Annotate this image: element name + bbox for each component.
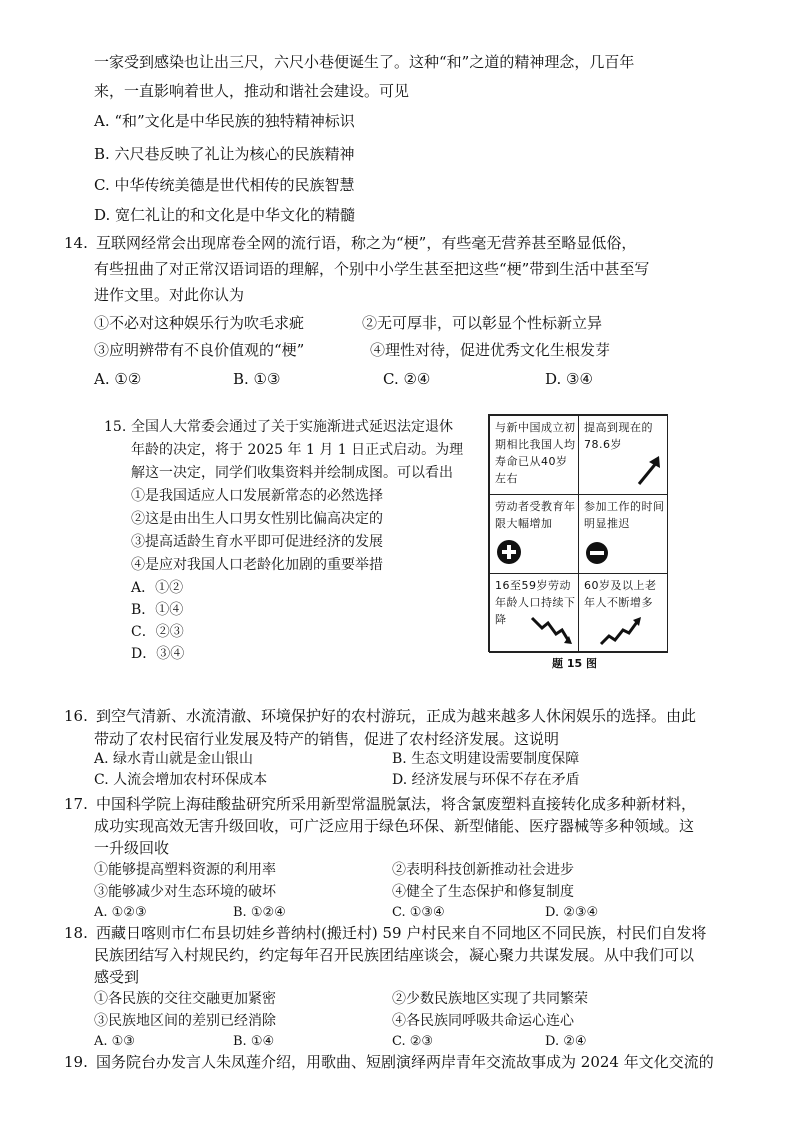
figure-cell-text: 60岁及以上老年人不断增多 — [584, 579, 657, 609]
question-text-line-2: 年龄的决定，将于 2025 年 1 月 1 日正式启动。为理 — [131, 442, 464, 458]
intro-option-c[interactable]: C. 中华传统美德是世代相传的民族智慧 — [94, 176, 355, 194]
question-number: 16. — [64, 707, 88, 725]
question-number: 19. — [64, 1053, 88, 1071]
question-text-line-1: 中国科学院上海硅酸盐研究所采用新型常温脱氯法，将含氯废塑料直接转化成多种新材料， — [96, 795, 697, 813]
intro-option-a[interactable]: A. “和”文化是中华民族的独特精神标识 — [94, 112, 355, 130]
trend-down-icon — [530, 614, 576, 648]
figure-cell-work-start — [578, 494, 668, 574]
option-d[interactable]: D. 经济发展与环保不存在矛盾 — [392, 772, 580, 788]
intro-option-d[interactable]: D. 宽仁礼让的和文化是中华文化的精髓 — [94, 206, 356, 224]
intro-line-2: 来，一直影响着世人，推动和谐社会建设。可见 — [94, 82, 410, 100]
option-b[interactable]: B. ①④ — [233, 1034, 275, 1049]
statement-2: ②表明科技创新推动社会进步 — [392, 862, 574, 878]
option-d[interactable]: D．③④ — [131, 646, 185, 662]
option-c[interactable]: C. ②④ — [383, 370, 431, 388]
figure-cell-labor-force — [489, 573, 579, 653]
option-d[interactable]: D. ②④ — [545, 1034, 587, 1049]
option-b[interactable]: B. ①③ — [233, 370, 281, 388]
figure-cell-text: 参加工作的时间明显推迟 — [584, 500, 665, 530]
trend-up-icon — [599, 614, 645, 648]
question-text-line-1: 到空气清新、水流清澈、环境保护好的农村游玩，正成为越来越多人休闲娱乐的选择。由此 — [96, 707, 697, 725]
question-text-line-1: 西藏日喀则市仁布县切娃乡普纳村(搬迁村) 59 户村民来自不同地区不同民族，村民们自发将 — [96, 924, 707, 942]
statement-1: ①是我国适应人口发展新常态的必然选择 — [131, 488, 383, 504]
option-a[interactable]: A. ①②③ — [94, 905, 147, 920]
figure-cell-text: 16至59岁劳动年龄人口持续下降 — [495, 579, 576, 626]
figure-cell-education — [489, 494, 579, 574]
question-text-line-3: 解这一决定，同学们收集资料并绘制成图。可以看出 — [131, 465, 453, 481]
up-arrow-icon — [635, 454, 663, 488]
question-text-line-2: 成功实现高效无害升级回收，可广泛应用于绿色环保、新型储能、医疗器械等多种领域。这 — [94, 817, 695, 835]
intro-line-1: 一家受到感染也让出三尺，六尺小巷便诞生了。这种“和”之道的精神理念，几百年 — [94, 53, 635, 71]
statement-4: ④是应对我国人口老龄化加剧的重要举措 — [131, 557, 383, 573]
figure-cell-text: 劳动者受教育年限大幅增加 — [495, 500, 576, 530]
figure-cell-text: 与新中国成立初期相比我国人均寿命已从40岁左右 — [495, 421, 576, 485]
figure-cell-text: 提高到现在的78.6岁 — [584, 421, 653, 451]
figure-caption: 题 15 图 — [552, 657, 597, 670]
question-number: 17. — [64, 795, 88, 813]
statement-4: ④理性对待，促进优秀文化生根发芽 — [370, 341, 611, 359]
minus-icon — [585, 541, 609, 565]
option-d[interactable]: D. ②③④ — [545, 905, 599, 920]
figure-cell-elderly — [578, 573, 668, 653]
plus-icon — [496, 539, 522, 565]
figure-cell-life-expectancy-now — [578, 415, 668, 495]
statement-2: ②少数民族地区实现了共同繁荣 — [392, 991, 588, 1007]
question-text-line-2: 有些扭曲了对正常汉语词语的理解，个别中小学生甚至把这些“梗”带到生活中甚至写 — [94, 260, 650, 278]
statement-1: ①能够提高塑料资源的利用率 — [94, 862, 276, 878]
statement-2: ②这是由出生人口男女性别比偏高决定的 — [131, 511, 383, 527]
question-text-line-1: 国务院台办发言人朱凤莲介绍，用歌曲、短剧演绎两岸青年交流故事成为 2024 年文化交流的 — [96, 1053, 714, 1071]
question-text-line-3: 感受到 — [94, 968, 140, 986]
option-b[interactable]: B．①④ — [131, 602, 184, 618]
statement-3: ③应明辨带有不良价值观的“梗” — [94, 341, 305, 359]
statement-4: ④健全了生态保护和修复制度 — [392, 884, 574, 900]
statement-4: ④各民族同呼吸共命运心连心 — [392, 1013, 574, 1029]
intro-option-b[interactable]: B. 六尺巷反映了礼让为核心的民族精神 — [94, 145, 355, 163]
option-c[interactable]: C. ②③ — [392, 1034, 434, 1049]
option-a[interactable]: A．①② — [131, 580, 184, 596]
option-a[interactable]: A. ①② — [94, 370, 142, 388]
statement-3: ③民族地区间的差别已经消除 — [94, 1013, 276, 1029]
option-c[interactable]: C. 人流会增加农村环保成本 — [94, 772, 268, 788]
option-c[interactable]: C. ①③④ — [392, 905, 445, 920]
question-text-line-3: 一升级回收 — [94, 839, 170, 857]
option-b[interactable]: B. 生态文明建设需要制度保障 — [392, 751, 580, 767]
question-text-line-1: 互联网经常会出现席卷全网的流行语，称之为“梗”，有些毫无营养甚至略显低俗， — [96, 234, 637, 252]
option-a[interactable]: A. ①③ — [94, 1034, 135, 1049]
statement-2: ②无可厚非，可以彰显个性标新立异 — [362, 314, 603, 332]
question-text-line-2: 民族团结写入村规民约，约定每年召开民族团结座谈会，凝心聚力共谋发展。从中我们可以 — [94, 946, 695, 964]
statement-3: ③提高适龄生育水平即可促进经济的发展 — [131, 534, 383, 550]
option-a[interactable]: A. 绿水青山就是金山银山 — [94, 751, 254, 767]
question-text-line-1: 全国人大常委会通过了关于实施渐进式延迟法定退休 — [131, 419, 453, 435]
option-c[interactable]: C．②③ — [131, 624, 184, 640]
option-b[interactable]: B. ①②④ — [233, 905, 286, 920]
question-number: 14. — [64, 234, 88, 252]
figure-cell-life-expectancy-before — [489, 415, 579, 495]
statement-3: ③能够减少对生态环境的破坏 — [94, 884, 276, 900]
question-number: 15. — [104, 419, 127, 435]
question-text-line-3: 进作文里。对此你认为 — [94, 286, 245, 304]
option-d[interactable]: D. ③④ — [545, 370, 593, 388]
figure-15 — [488, 414, 668, 652]
question-number: 18. — [64, 924, 88, 942]
statement-1: ①各民族的交往交融更加紧密 — [94, 991, 276, 1007]
question-text-line-2: 带动了农村民宿行业发展及特产的销售，促进了农村经济发展。这说明 — [94, 730, 560, 748]
statement-1: ①不必对这种娱乐行为吹毛求疵 — [94, 314, 305, 332]
